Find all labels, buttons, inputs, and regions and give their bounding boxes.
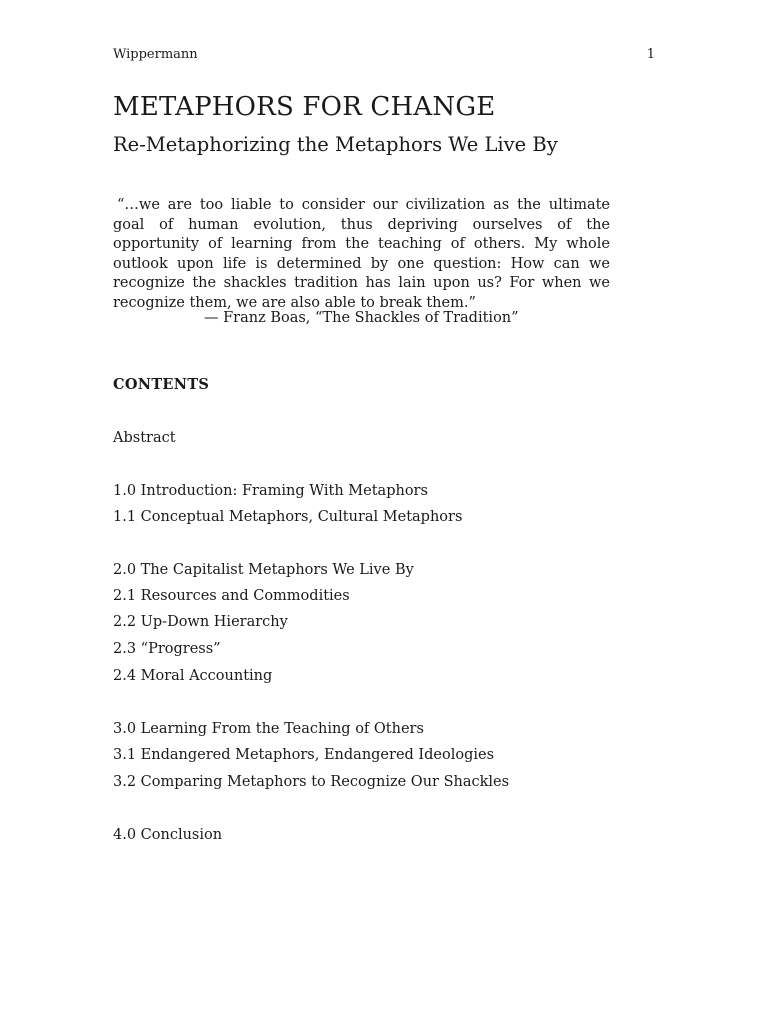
header-author: Wippermann — [113, 47, 198, 62]
toc-item-4-0: 4.0 Conclusion — [113, 827, 223, 843]
document-title: METAPHORS FOR CHANGE — [113, 92, 496, 122]
contents-heading: CONTENTS — [113, 376, 210, 393]
toc-item-2-3: 2.3 “Progress” — [113, 641, 221, 657]
toc-item-1-0: 1.0 Introduction: Framing With Metaphors — [113, 483, 428, 499]
toc-item-2-1: 2.1 Resources and Commodities — [113, 588, 350, 604]
toc-item-2-2: 2.2 Up-Down Hierarchy — [113, 614, 288, 630]
epigraph-attribution: — Franz Boas, “The Shackles of Tradition” — [204, 310, 519, 326]
toc-item-3-2: 3.2 Comparing Metaphors to Recognize Our Shackles — [113, 774, 510, 790]
toc-item-3-0: 3.0 Learning From the Teaching of Others — [113, 721, 424, 737]
document-subtitle: Re-Metaphorizing the Metaphors We Live By — [113, 133, 558, 156]
toc-item-3-1: 3.1 Endangered Metaphors, Endangered Ideologies — [113, 747, 495, 763]
toc-item-2-0: 2.0 The Capitalist Metaphors We Live By — [113, 562, 414, 578]
page-number: 1 — [646, 47, 655, 62]
epigraph-quote: “…we are too liable to consider our civilization as the ultimate goal of human evolution, thus depriving ourselves of the opportunity of learning from the teaching of others. My whole outlook upon life is determined by one question: How can we recognize the shackles tradition has lain upon us? For when we recognize them, we are also able to break them.” — [113, 197, 610, 311]
toc-item-abstract: Abstract — [113, 430, 176, 446]
toc-item-1-1: 1.1 Conceptual Metaphors, Cultural Metaphors — [113, 509, 463, 525]
running-header — [113, 47, 655, 65]
toc-item-2-4: 2.4 Moral Accounting — [113, 668, 273, 684]
